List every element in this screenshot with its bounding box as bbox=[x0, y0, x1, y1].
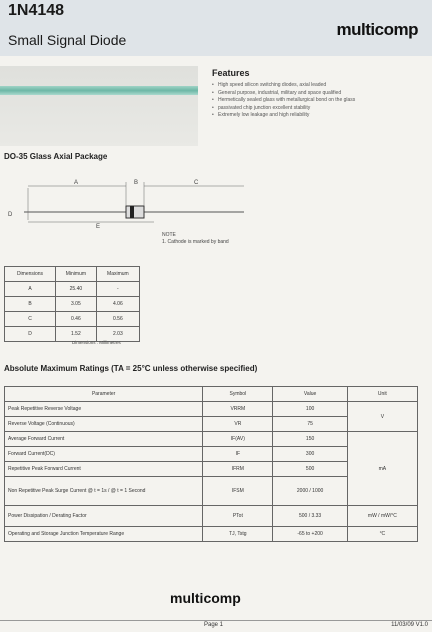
table-row bbox=[5, 527, 418, 542]
symbol-cell: IF bbox=[203, 447, 273, 462]
diode-body bbox=[126, 206, 144, 218]
absolute-ratings-title: Absolute Maximum Ratings (TA = 25°C unless otherwise specified) bbox=[4, 364, 258, 373]
value-cell: 300 bbox=[273, 447, 347, 462]
table-header: Value bbox=[273, 387, 347, 402]
table-cell: 3.05 bbox=[56, 297, 97, 312]
unit-cell: V bbox=[347, 402, 417, 432]
value-cell: 500 bbox=[273, 462, 347, 477]
table-cell: D bbox=[5, 327, 56, 342]
symbol-cell: IFRM bbox=[203, 462, 273, 477]
unit-cell: mA bbox=[347, 432, 417, 506]
feature-item: • General purpose, industrial, military and space qualified bbox=[212, 90, 422, 98]
features-list bbox=[212, 82, 422, 120]
dimensions-note: Dimensions : Millimetres bbox=[72, 340, 121, 345]
table-header: Maximum bbox=[96, 267, 139, 282]
symbol-cell: IF(AV) bbox=[203, 432, 273, 447]
table-cell: 0.56 bbox=[96, 312, 139, 327]
table-header-row bbox=[5, 387, 418, 402]
feature-item: • Hermetically sealed glass with metallurgical bond on the glass bbox=[212, 97, 422, 105]
table-header: Minimum bbox=[56, 267, 97, 282]
absolute-ratings-table bbox=[4, 386, 418, 542]
package-note bbox=[162, 232, 229, 246]
table-row bbox=[5, 282, 140, 297]
table-cell: 4.06 bbox=[96, 297, 139, 312]
value-cell: 2000 / 1000 bbox=[273, 477, 347, 506]
table-cell: - bbox=[96, 282, 139, 297]
table-cell: B bbox=[5, 297, 56, 312]
table-row bbox=[5, 312, 140, 327]
table-row bbox=[5, 297, 140, 312]
diode-lead-image bbox=[0, 86, 198, 95]
param-cell: Average Forward Current bbox=[5, 432, 203, 447]
param-cell: Peak Repetitive Reverse Voltage bbox=[5, 402, 203, 417]
value-cell: -65 to +200 bbox=[273, 527, 347, 542]
package-drawing bbox=[4, 172, 260, 228]
param-cell: Operating and Storage Junction Temperature Range bbox=[5, 527, 203, 542]
feature-item: • High speed silicon switching diodes, axial leaded bbox=[212, 82, 422, 90]
symbol-cell: IFSM bbox=[203, 477, 273, 506]
feature-item: • Extremely low leakage and high reliability bbox=[212, 112, 422, 120]
feature-item: • passivated chip junction excellent stability bbox=[212, 105, 422, 113]
unit-cell: mW / mW/°C bbox=[347, 506, 417, 527]
value-cell: 150 bbox=[273, 432, 347, 447]
dim-label-e: E bbox=[96, 224, 101, 228]
table-cell: 1.52 bbox=[56, 327, 97, 342]
diode-photo bbox=[0, 66, 198, 146]
dim-label-b: B bbox=[134, 180, 139, 186]
table-row bbox=[5, 432, 418, 447]
symbol-cell: TJ, Tstg bbox=[203, 527, 273, 542]
table-cell: 2.03 bbox=[96, 327, 139, 342]
dim-label-c: C bbox=[194, 180, 199, 186]
param-cell: Power Dissipation / Derating Factor bbox=[5, 506, 203, 527]
table-cell: C bbox=[5, 312, 56, 327]
cathode-band bbox=[130, 206, 134, 218]
dim-label-d: D bbox=[8, 212, 13, 218]
value-cell: 75 bbox=[273, 417, 347, 432]
dimensions-table bbox=[4, 266, 140, 342]
value-cell: 100 bbox=[273, 402, 347, 417]
footer-divider bbox=[0, 620, 432, 621]
table-cell: A bbox=[5, 282, 56, 297]
param-cell: Repetitive Peak Forward Current bbox=[5, 462, 203, 477]
param-cell: Forward Current(DC) bbox=[5, 447, 203, 462]
symbol-cell: VRRM bbox=[203, 402, 273, 417]
page-number: Page 1 bbox=[204, 622, 224, 628]
product-subtitle: Small Signal Diode bbox=[8, 32, 127, 48]
table-cell: 0.46 bbox=[56, 312, 97, 327]
symbol-cell: VR bbox=[203, 417, 273, 432]
table-header: Dimensions bbox=[5, 267, 56, 282]
footer-brand-logo: multicomp bbox=[170, 590, 241, 606]
brand-logo: multicomp bbox=[336, 20, 418, 39]
table-cell: 25.40 bbox=[56, 282, 97, 297]
table-header: Unit bbox=[347, 387, 417, 402]
table-header: Symbol bbox=[203, 387, 273, 402]
table-header-row bbox=[5, 267, 140, 282]
table-row bbox=[5, 506, 418, 527]
unit-cell: °C bbox=[347, 527, 417, 542]
table-header: Parameter bbox=[5, 387, 203, 402]
dim-label-a: A bbox=[74, 180, 79, 186]
part-number: 1N4148 bbox=[8, 2, 65, 19]
symbol-cell: PTot bbox=[203, 506, 273, 527]
table-row bbox=[5, 402, 418, 417]
param-cell: Non Repetitive Peak Surge Current @ t = 1s / @ t = 1 Second bbox=[5, 477, 203, 506]
note-title: NOTE bbox=[162, 232, 176, 238]
features-title: Features bbox=[212, 68, 250, 78]
document-revision: 11/03/09 V1.0 bbox=[391, 622, 428, 628]
package-title: DO-35 Glass Axial Package bbox=[4, 152, 108, 161]
note-text: 1. Cathode is marked by band bbox=[162, 239, 229, 245]
param-cell: Reverse Voltage (Continuous) bbox=[5, 417, 203, 432]
value-cell: 500 / 3.33 bbox=[273, 506, 347, 527]
